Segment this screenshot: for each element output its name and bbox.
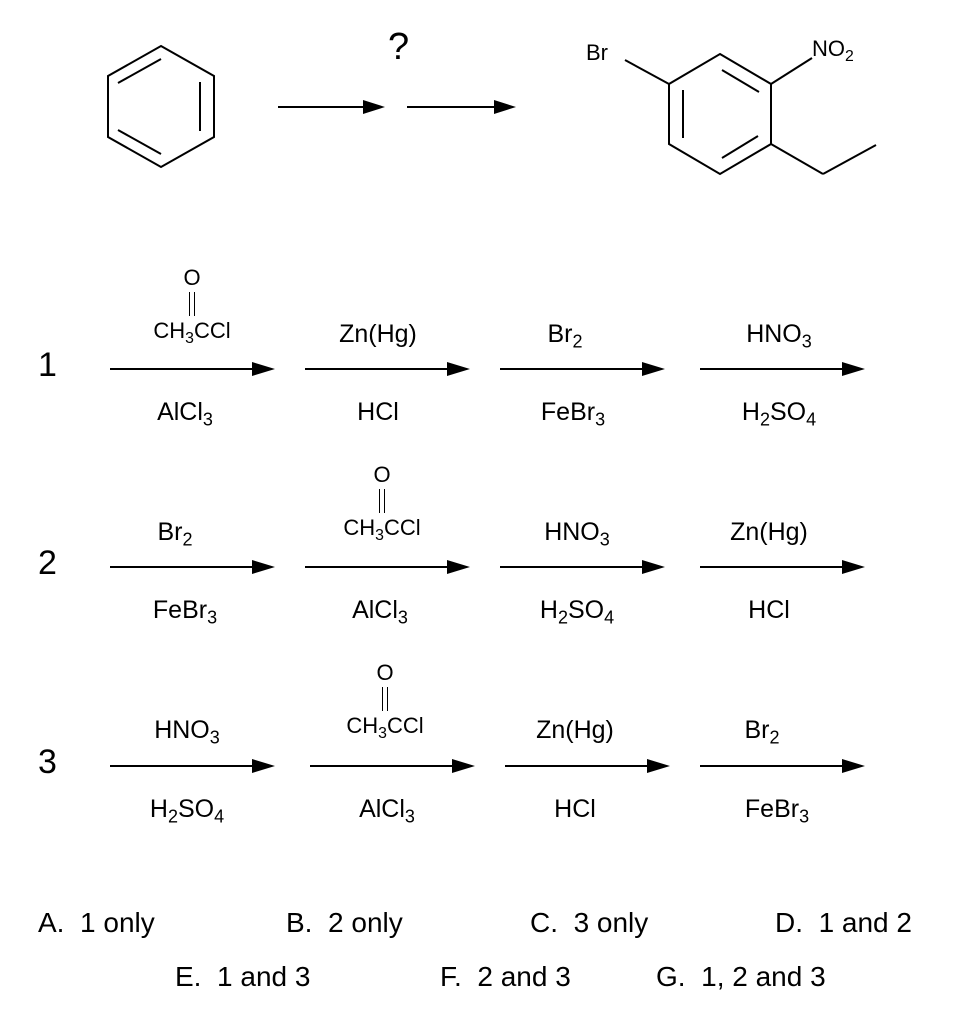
choice-c-letter: C. — [530, 907, 558, 938]
row-3-step-2-reagent-bottom: AlCl$_3$ — [359, 795, 415, 827]
row-3-step-1-reagent-top: $HNO_3$ — [154, 716, 220, 748]
br-label — [586, 40, 608, 66]
top-arrows — [278, 100, 516, 114]
row-3-number: 3 — [38, 743, 57, 781]
choice-f-text: 2 and 3 — [477, 961, 571, 992]
carbonyl-double-bond — [189, 292, 195, 316]
choice-d-letter: D. — [775, 907, 803, 938]
acetyl-chloride-formula: $CH_3CCl$ — [343, 515, 421, 544]
choice-g-text: 1, 2 and 3 — [701, 961, 826, 992]
choice-b-text: 2 only — [328, 907, 403, 938]
row-2-step-4-reagent-bottom: HCl — [748, 596, 790, 624]
acetyl-chloride-formula: $CH_3CCl$ — [346, 713, 424, 742]
choice-f-letter: F. — [440, 961, 462, 992]
row-1-step-2-reagent-bottom: HCl — [357, 398, 399, 426]
br-text: Br — [586, 40, 608, 65]
row-3-step-2-reagent-top — [290, 660, 480, 750]
benzene-structure — [108, 46, 214, 167]
row-2-step-1-reagent-bottom: FeBr$_3$ — [152, 596, 218, 628]
choice-d[interactable] — [775, 907, 912, 939]
row-1-number: 1 — [38, 346, 57, 384]
choice-e[interactable] — [175, 961, 310, 993]
question-mark: ? — [388, 26, 410, 68]
row-1-step-3-reagent-bottom: FeBr$_3$ — [540, 398, 606, 430]
choice-c-text: 3 only — [573, 907, 649, 938]
carbonyl-oxygen: O — [373, 462, 391, 487]
choice-b[interactable] — [286, 907, 403, 939]
choice-d-text: 1 and 2 — [818, 907, 912, 938]
choice-a-letter: A. — [38, 907, 65, 938]
product-structure — [625, 54, 876, 174]
row-2-step-3-reagent-top: $HNO_3$ — [544, 518, 610, 550]
row-2-step-2-reagent-bottom: AlCl$_3$ — [352, 596, 408, 628]
row-3-step-4-reagent-bottom: FeBr$_3$ — [744, 795, 810, 827]
row-3-step-3-reagent-bottom: HCl — [554, 795, 596, 823]
choice-a-text: 1 only — [80, 907, 155, 938]
choice-e-letter: E. — [175, 961, 202, 992]
row-3-step-1-reagent-bottom: $H_2SO_4$ — [149, 795, 225, 827]
row-2-step-4-reagent-top: Zn(Hg) — [730, 518, 808, 546]
row-2-number: 2 — [38, 544, 57, 582]
choice-g[interactable] — [656, 961, 826, 993]
row-2-step-3-reagent-bottom: $H_2SO_4$ — [539, 596, 615, 628]
row-1-step-3-reagent-top: $Br_2$ — [547, 320, 583, 352]
acetyl-chloride-formula: $CH_3CCl$ — [153, 318, 231, 347]
row-1-step-2-reagent-top: Zn(Hg) — [339, 320, 417, 348]
carbonyl-oxygen: O — [183, 265, 201, 290]
choice-c[interactable] — [530, 907, 648, 939]
row-3-step-4-reagent-top: $Br_2$ — [744, 716, 780, 748]
choice-b-letter: B. — [286, 907, 313, 938]
choice-e-text: 1 and 3 — [217, 961, 311, 992]
row-3-step-3-reagent-top: Zn(Hg) — [536, 716, 614, 744]
row-1-step-4-reagent-bottom: $H_2SO_4$ — [741, 398, 817, 430]
carbonyl-double-bond — [382, 687, 388, 711]
row-1-step-4-reagent-top: $HNO_3$ — [746, 320, 812, 352]
no2-text: $NO_2$ — [812, 36, 854, 65]
no2-label — [812, 36, 854, 65]
row-1-step-1-reagent-top — [97, 265, 287, 355]
row-2-step-1-reagent-top: $Br_2$ — [157, 518, 193, 550]
choice-g-letter: G. — [656, 961, 686, 992]
row-1-step-1-reagent-bottom: AlCl$_3$ — [157, 398, 213, 430]
choice-f[interactable] — [440, 961, 571, 993]
row-2-step-2-reagent-top — [287, 462, 477, 552]
carbonyl-double-bond — [379, 489, 385, 513]
choice-a[interactable] — [38, 907, 155, 939]
carbonyl-oxygen: O — [376, 660, 394, 685]
